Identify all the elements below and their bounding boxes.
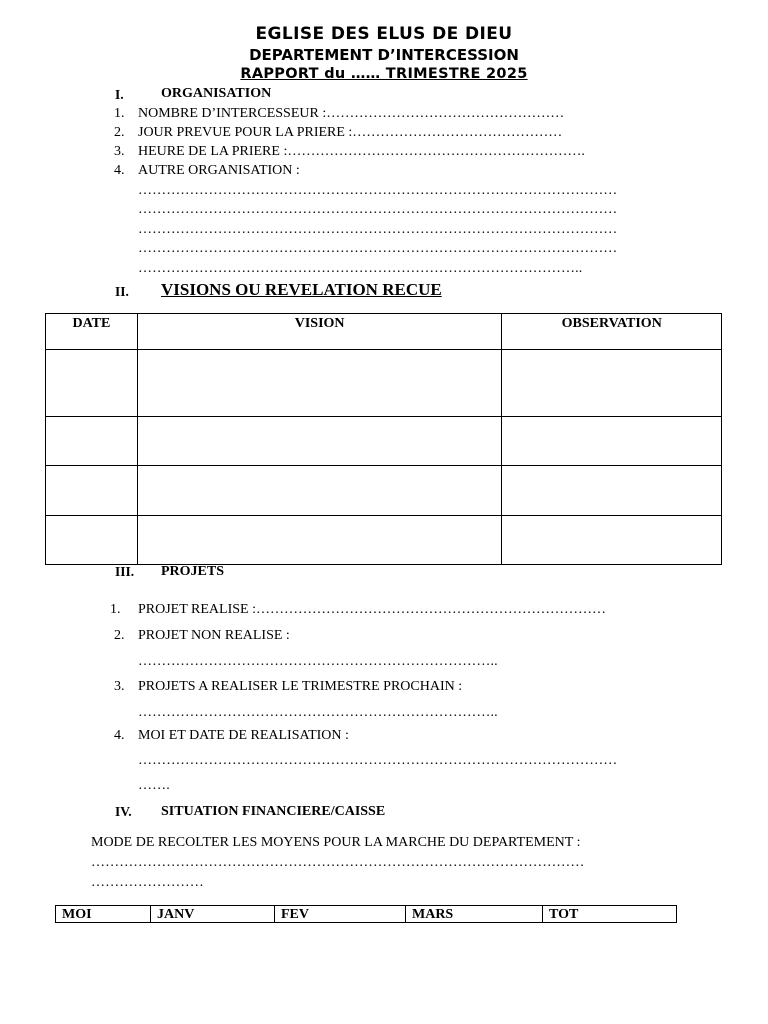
table-cell[interactable] bbox=[502, 466, 722, 516]
proj-item-3-text: PROJETS A REALISER LE TRIMESTRE PROCHAIN : bbox=[138, 679, 463, 694]
section-i-numeral: I. bbox=[115, 87, 124, 102]
finance-mode-label: MODE DE RECOLTER LES MOYENS POUR LA MARCHE DU DEPARTEMENT : bbox=[91, 835, 581, 850]
section-iv-title: SITUATION FINANCIERE/CAISSE bbox=[161, 804, 386, 819]
col-tot: TOT bbox=[543, 906, 677, 923]
report-title: RAPPORT du …… TRIMESTRE 2025 bbox=[240, 66, 528, 82]
proj-item-1-text: PROJET REALISE :………………………………………………………………… bbox=[138, 602, 606, 617]
col-observation: OBSERVATION bbox=[502, 314, 722, 350]
section-i-title: ORGANISATION bbox=[161, 86, 272, 101]
col-date: DATE bbox=[46, 314, 138, 350]
table-cell[interactable] bbox=[502, 350, 722, 417]
org-item-3-num: 3. bbox=[114, 144, 125, 159]
proj-item-1-num: 1. bbox=[110, 602, 121, 617]
finance-table-header bbox=[56, 906, 677, 923]
table-cell[interactable] bbox=[137, 516, 502, 565]
org-item-4-text: AUTRE ORGANISATION : bbox=[138, 163, 300, 178]
table-row bbox=[46, 350, 722, 417]
col-moi: MOI bbox=[56, 906, 151, 923]
org-line-4: ………………………………………………………………………………………… bbox=[138, 241, 618, 256]
section-iii-title: PROJETS bbox=[161, 564, 225, 579]
table-cell[interactable] bbox=[502, 417, 722, 466]
org-item-3-text: HEURE DE LA PRIERE :………………………………………………………. bbox=[138, 144, 585, 159]
col-vision: VISION bbox=[137, 314, 502, 350]
vision-table-header bbox=[46, 314, 722, 350]
table-row bbox=[46, 417, 722, 466]
table-cell[interactable] bbox=[46, 466, 138, 516]
finance-line-1: …………………………………………………………………………………………… bbox=[91, 855, 585, 870]
department-name: DEPARTEMENT D’INTERCESSION bbox=[249, 46, 519, 64]
org-item-4-num: 4. bbox=[114, 163, 125, 178]
proj-line-4a: ………………………………………………………………………………………… bbox=[138, 753, 618, 768]
table-cell[interactable] bbox=[46, 516, 138, 565]
org-item-2-num: 2. bbox=[114, 125, 125, 140]
section-ii-title: VISIONS OU REVELATION RECUE bbox=[161, 280, 442, 299]
table-row bbox=[46, 466, 722, 516]
proj-item-4-text: MOI ET DATE DE REALISATION : bbox=[138, 728, 349, 743]
org-item-2-text: JOUR PREVUE POUR LA PRIERE :……………………………………… bbox=[138, 125, 563, 140]
section-ii-numeral: II. bbox=[115, 284, 129, 299]
finance-table bbox=[55, 905, 677, 923]
proj-item-2-text: PROJET NON REALISE : bbox=[138, 628, 290, 643]
proj-item-2-num: 2. bbox=[114, 628, 125, 643]
vision-table bbox=[45, 313, 722, 565]
proj-item-3-num: 3. bbox=[114, 679, 125, 694]
table-cell[interactable] bbox=[46, 350, 138, 417]
table-cell[interactable] bbox=[137, 417, 502, 466]
org-line-2: ………………………………………………………………………………………… bbox=[138, 202, 618, 217]
section-iii-numeral: III. bbox=[115, 564, 135, 579]
section-iv-numeral: IV. bbox=[115, 804, 132, 819]
proj-line-4b: ……. bbox=[138, 778, 170, 793]
org-line-5: ………………………………………………………………………………….. bbox=[138, 261, 583, 276]
proj-item-4-num: 4. bbox=[114, 728, 125, 743]
col-fev: FEV bbox=[275, 906, 406, 923]
table-cell[interactable] bbox=[502, 516, 722, 565]
org-line-1: ………………………………………………………………………………………… bbox=[138, 183, 618, 198]
proj-line-3: ………………………………………………………………….. bbox=[138, 705, 498, 720]
col-janv: JANV bbox=[151, 906, 275, 923]
proj-line-2: ………………………………………………………………….. bbox=[138, 654, 498, 669]
table-cell[interactable] bbox=[137, 466, 502, 516]
table-row bbox=[46, 516, 722, 565]
org-item-1-text: NOMBRE D’INTERCESSEUR :…………………………………………… bbox=[138, 106, 565, 121]
church-name: EGLISE DES ELUS DE DIEU bbox=[255, 24, 513, 44]
col-mars: MARS bbox=[406, 906, 543, 923]
table-cell[interactable] bbox=[137, 350, 502, 417]
org-line-3: ………………………………………………………………………………………… bbox=[138, 222, 618, 237]
finance-line-2: …………………… bbox=[91, 875, 204, 890]
org-item-1-num: 1. bbox=[114, 106, 125, 121]
table-cell[interactable] bbox=[46, 417, 138, 466]
